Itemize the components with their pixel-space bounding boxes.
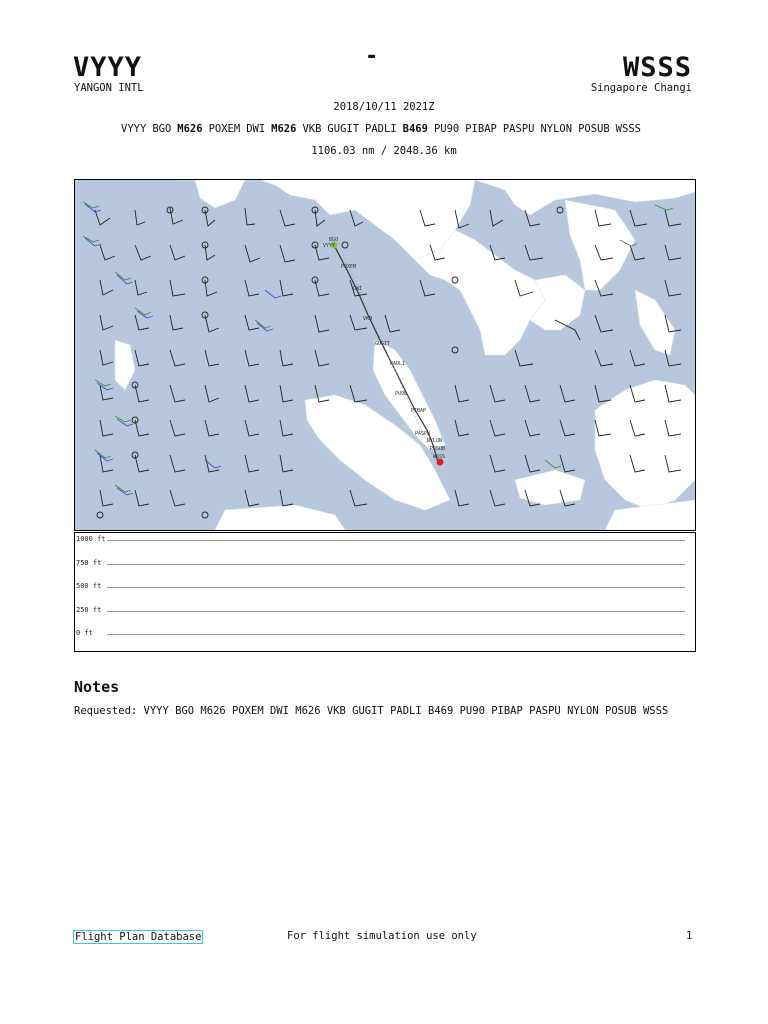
arrival-code: WSSS: [622, 52, 692, 83]
flight-plan-database-link[interactable]: Flight Plan Database: [75, 931, 202, 943]
route-distance: 1106.03 nm / 2048.36 km: [311, 145, 457, 157]
waypoint-label: PU90: [395, 391, 408, 397]
route-token: B469: [402, 123, 428, 135]
gridline: [107, 634, 685, 635]
route-token: DWI: [246, 123, 266, 135]
route-token: M626: [177, 123, 203, 135]
altitude-label: 0 ft: [76, 629, 93, 637]
route-map[interactable]: [74, 179, 696, 531]
route-token: WSSS: [615, 123, 641, 135]
notes-title: Notes: [74, 678, 120, 696]
waypoint-label: VYYY: [323, 243, 336, 249]
waypoint-label: PADLI: [390, 361, 406, 367]
route-token: PIBAP: [465, 123, 497, 135]
gridline: [107, 540, 685, 541]
route-token: BGO: [152, 123, 172, 135]
requested-route: Requested: VYYY BGO M626 POXEM DWI M626 VKB GUGIT PADLI B469 PU90 PIBAP PASPU NYLON POSUB WSSS: [74, 705, 669, 717]
altitude-row: [75, 629, 695, 641]
waypoint-label: GUGIT: [375, 341, 391, 347]
route-token: PU90: [433, 123, 460, 135]
route-string: [0, 123, 768, 135]
route-token: NYLON: [540, 123, 573, 135]
route-token: PADLI: [365, 123, 397, 135]
waypoint-label: POXEM: [341, 264, 357, 270]
altitude-label: 250 ft: [76, 606, 102, 614]
altitude-label: 750 ft: [76, 559, 102, 567]
waypoint-label: PIBAP: [411, 408, 427, 414]
page-number: 1: [686, 930, 693, 942]
route-token: VKB: [302, 123, 322, 135]
flight-date: 2018/10/11 2021Z: [333, 101, 435, 113]
route-separator: -: [365, 44, 379, 69]
waypoint-label: POSUB: [430, 446, 446, 452]
arrival-name: Singapore Changi: [590, 82, 692, 94]
gridline: [107, 611, 685, 612]
altitude-row: [75, 535, 695, 547]
altitude-label: 500 ft: [76, 582, 102, 590]
route-token: M626: [271, 123, 297, 135]
departure-code: VYYY: [73, 52, 143, 83]
waypoint-label: NYLON: [427, 438, 443, 444]
altitude-row: [75, 559, 695, 571]
route-token: POSUB: [578, 123, 610, 135]
route-token: PASPU: [502, 123, 535, 135]
altitude-label: 1000 ft: [76, 535, 106, 543]
route-token: GUGIT: [327, 123, 360, 135]
waypoint-label: DWI: [353, 286, 363, 292]
simulation-disclaimer: For flight simulation use only: [287, 930, 477, 942]
altitude-row: [75, 606, 695, 618]
gridline: [107, 564, 685, 565]
map-canvas: [75, 180, 695, 530]
waypoint-label: VKB: [363, 316, 373, 322]
departure-name: YANGON INTL: [74, 82, 144, 94]
waypoint-label: WSSS: [433, 454, 446, 460]
altitude-profile: [74, 532, 696, 652]
route-token: POXEM: [208, 123, 241, 135]
land-shapes: [115, 180, 695, 530]
altitude-row: [75, 582, 695, 594]
route-token: VYYY: [121, 123, 147, 135]
gridline: [107, 587, 685, 588]
waypoint-label: PASPU: [415, 431, 431, 437]
waypoint-label: BGO: [329, 237, 339, 243]
